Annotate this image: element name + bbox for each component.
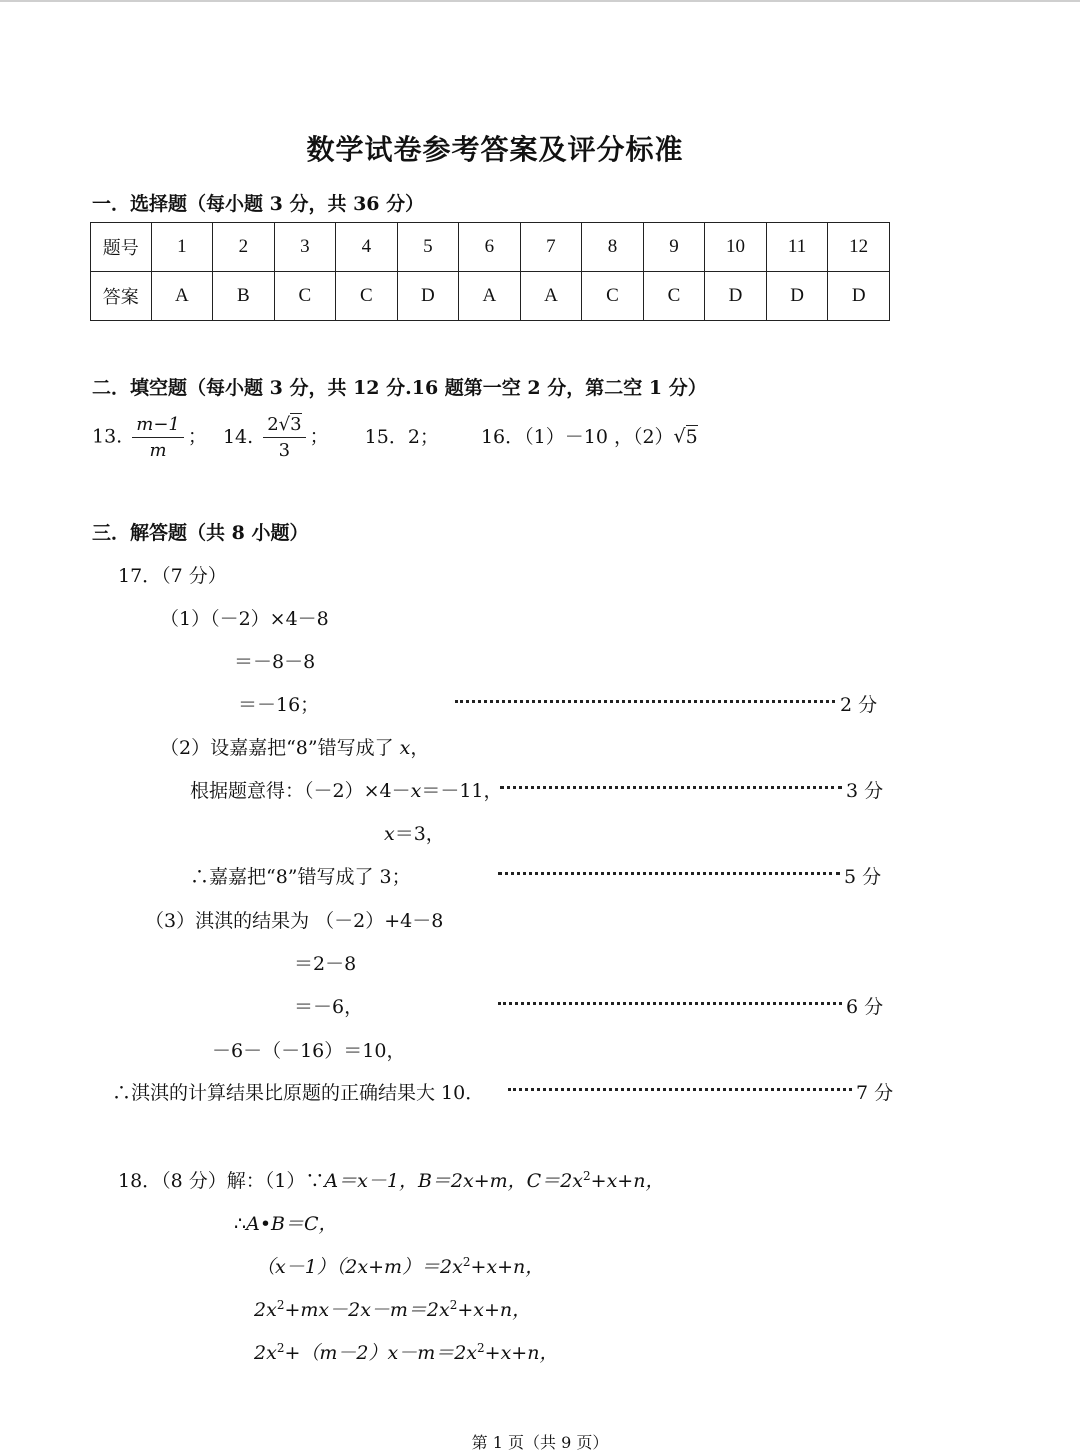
q17-line-7: ∴嘉嘉把“8”错写成了 3； [190, 866, 411, 888]
q17-line-2: ＝－8－8 [234, 651, 316, 673]
q18-line-4 [254, 1295, 531, 1322]
q18-line-5 [254, 1338, 558, 1365]
dotted-leader [508, 1088, 852, 1091]
q14-radicand: 3 [290, 414, 302, 435]
text-span: ∴ [234, 1213, 247, 1235]
table-cell: D [828, 272, 890, 321]
text-span: ＝－11， [421, 780, 503, 802]
variable-c: C [526, 1170, 542, 1192]
table-cell: A [520, 272, 582, 321]
exponent: 2 [276, 1341, 285, 1355]
q17-line-4 [160, 733, 429, 760]
score-mark: 5 分 [844, 866, 882, 888]
q14-denominator: 3 [278, 440, 291, 461]
table-cell: 7 [520, 223, 582, 272]
exponent: 2 [449, 1298, 458, 1312]
q16-answer: 16．（1）－10 ，（2） [480, 425, 674, 448]
text-span: ＝2x+m， [431, 1170, 527, 1192]
q14-coefficient: 2 [267, 414, 279, 435]
table-cell: D [766, 272, 828, 321]
q16-radicand: 5 [685, 425, 698, 448]
section3-heading: 三．解答题（共 8 小题） [92, 522, 309, 544]
q13-fraction [132, 414, 184, 461]
score-mark: 3 分 [846, 780, 884, 802]
table-cell: 3 [274, 223, 336, 272]
q13-numerator: m−1 [132, 414, 184, 438]
q13-label: 13. [92, 425, 123, 448]
table-cell: A [459, 272, 521, 321]
q17-line-10: ＝－6， [294, 996, 364, 1018]
dotted-leader [455, 700, 835, 703]
text-span: +x+n， [470, 1256, 545, 1278]
dotted-leader [498, 872, 840, 875]
exponent: 2 [462, 1255, 471, 1269]
q17-line-1: （1）（－2）×4－8 [160, 608, 329, 630]
table-cell: C [643, 272, 705, 321]
text-span: +mx－2x－m＝2x [284, 1299, 450, 1321]
q17-line-5 [190, 776, 503, 803]
text-span: ＝3， [394, 823, 445, 845]
score-mark: 6 分 [846, 996, 884, 1018]
q17-line-3: ＝－16； [238, 694, 320, 716]
page-footer: 第 1 页（共 9 页） [471, 1433, 609, 1452]
sqrt-sign-icon: √ [278, 414, 291, 435]
table-cell: B [213, 272, 275, 321]
page-title: 数学试卷参考答案及评分标准 [306, 133, 684, 166]
row-label-question-number: 题号 [91, 223, 152, 272]
score-mark: 7 分 [856, 1082, 894, 1104]
variable-b: B [417, 1170, 432, 1192]
q14-numerator [263, 414, 305, 438]
table-cell: C [582, 272, 644, 321]
text-span: （2）设嘉嘉把“8”错写成了 [160, 737, 400, 759]
table-cell: C [274, 272, 336, 321]
q18-line-2 [234, 1209, 338, 1236]
section2-heading: 二．填空题（每小题 3 分，共 12 分.16 题第一空 2 分，第二空 1 分） [92, 377, 707, 399]
exponent: 2 [276, 1298, 285, 1312]
exponent: 2 [477, 1341, 485, 1355]
q17-label: 17．（7 分） [118, 565, 227, 587]
q17-line-11: －6－（－16）＝10， [212, 1040, 406, 1062]
table-cell: C [336, 272, 398, 321]
table-row-numbers [91, 223, 890, 272]
table-cell: 1 [151, 223, 213, 272]
variable-x: x [399, 737, 411, 759]
table-cell: 9 [643, 223, 705, 272]
q18-line-1 [118, 1166, 664, 1193]
variable-a: A [324, 1170, 339, 1192]
q17-line-6 [384, 819, 445, 846]
row-label-answer: 答案 [91, 272, 152, 321]
text-span: ， [410, 737, 430, 759]
q14-fraction [263, 414, 305, 461]
text-span: A•B＝C， [246, 1213, 338, 1235]
q17-line-8: （3）淇淇的结果为 （－2）+4－8 [145, 910, 444, 932]
top-border-line [0, 0, 1080, 2]
q17-line-12: ∴淇淇的计算结果比原题的正确结果大 10． [112, 1082, 485, 1104]
sqrt-sign-icon: √ [673, 425, 686, 448]
table-cell: 11 [766, 223, 828, 272]
q15-answer: 15．2； [364, 425, 439, 448]
text-span: +x+n， [457, 1299, 532, 1321]
dotted-leader [500, 786, 842, 789]
text-span: （x－1）（2x+m）＝2x [256, 1256, 463, 1278]
answer-table [90, 222, 890, 321]
text-span: ＝2x [541, 1170, 584, 1192]
table-cell: A [151, 272, 213, 321]
table-cell: 2 [213, 223, 275, 272]
q17-line-9: ＝2－8 [294, 953, 357, 975]
table-cell: 8 [582, 223, 644, 272]
text-span: 根据题意得：（－2）×4－ [190, 780, 411, 802]
q14-label: 14. [222, 425, 254, 448]
score-mark: 2 分 [840, 694, 878, 716]
text-span: +（m－2）x－m＝2x [284, 1342, 478, 1364]
text-span: ＝x－1， [338, 1170, 418, 1192]
table-cell: 6 [459, 223, 521, 272]
dotted-leader [498, 1002, 842, 1005]
q14-separator: ； [309, 425, 329, 448]
table-cell: D [705, 272, 767, 321]
variable-x: x [384, 823, 395, 845]
table-cell: 4 [336, 223, 398, 272]
section1-heading: 一．选择题（每小题 3 分，共 36 分） [92, 193, 425, 215]
table-row-answers [91, 272, 890, 321]
fill-in-answers-row [92, 414, 698, 461]
exponent: 2 [583, 1169, 591, 1183]
variable-x: x [410, 780, 422, 802]
q18-line-3 [256, 1252, 544, 1279]
text-span: 2x [254, 1342, 277, 1364]
table-cell: 5 [397, 223, 459, 272]
table-cell: 10 [705, 223, 767, 272]
table-cell: 12 [828, 223, 890, 272]
q13-separator: ； [187, 425, 207, 448]
text-span: 2x [254, 1299, 277, 1321]
text-span: +x+n， [590, 1170, 665, 1192]
table-cell: D [397, 272, 459, 321]
text-span: 18．（8 分）解：（1）∵ [118, 1170, 325, 1192]
text-span: +x+n， [484, 1342, 559, 1364]
q13-denominator: m [149, 440, 167, 461]
